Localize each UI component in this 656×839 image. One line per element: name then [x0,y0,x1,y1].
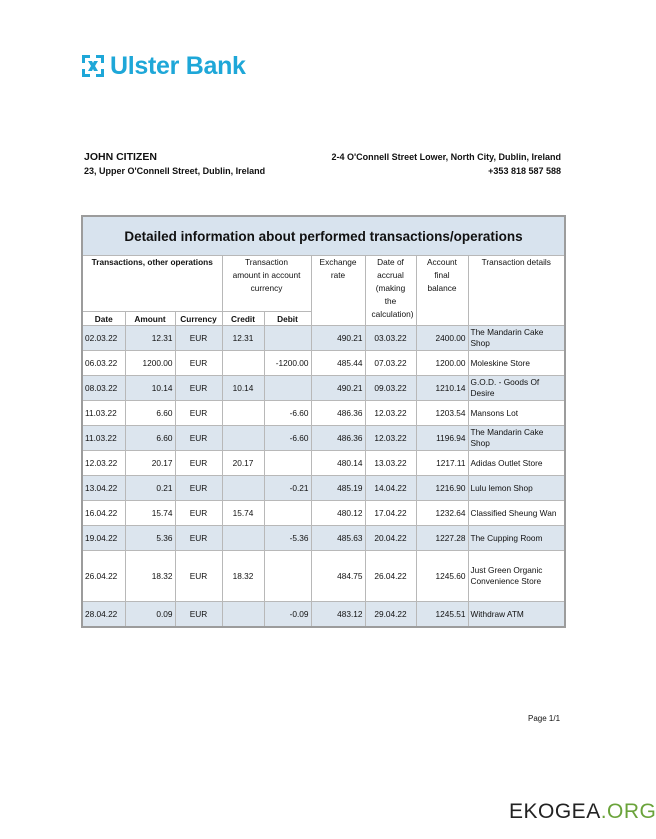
cell-amount: 18.32 [125,551,175,602]
table-row [82,401,565,426]
cell-exchange-rate: 486.36 [311,401,365,426]
cell-exchange-rate: 480.14 [311,451,365,476]
cell-amount: 6.60 [125,401,175,426]
bank-address: 2-4 O'Connell Street Lower, North City, Dublin, Ireland [331,152,561,162]
cell-date: 19.04.22 [82,526,125,551]
header-final-balance: Account final balance [416,256,468,326]
cell-currency: EUR [175,326,222,351]
subheader-currency: Currency [175,312,222,326]
cell-exchange-rate: 485.19 [311,476,365,501]
cell-date: 02.03.22 [82,326,125,351]
brand-name: Ulster Bank [110,52,246,80]
cell-credit [222,526,264,551]
cell-amount: 12.31 [125,326,175,351]
cell-credit [222,426,264,451]
cell-details: Adidas Outlet Store [468,451,565,476]
cell-currency: EUR [175,501,222,526]
cell-accrual-date: 09.03.22 [365,376,416,401]
cell-credit: 12.31 [222,326,264,351]
cell-amount: 15.74 [125,501,175,526]
bank-phone: +353 818 587 588 [488,166,561,176]
cell-balance: 1203.54 [416,401,468,426]
cell-accrual-date: 07.03.22 [365,351,416,376]
cell-details: Withdraw ATM [468,602,565,628]
cell-exchange-rate: 480.12 [311,501,365,526]
ulster-bank-logo [82,52,246,80]
header-transaction-details: Transaction details [468,256,565,326]
cell-debit: -0.21 [264,476,311,501]
cell-debit [264,501,311,526]
cell-accrual-date: 29.04.22 [365,602,416,628]
cell-credit [222,401,264,426]
table-row [82,376,565,401]
cell-currency: EUR [175,401,222,426]
cell-accrual-date: 13.03.22 [365,451,416,476]
cell-accrual-date: 17.04.22 [365,501,416,526]
cell-debit [264,551,311,602]
cell-credit [222,476,264,501]
cell-balance: 1245.60 [416,551,468,602]
cell-amount: 1200.00 [125,351,175,376]
cell-debit: -6.60 [264,401,311,426]
table-row [82,526,565,551]
cell-currency: EUR [175,602,222,628]
cell-amount: 0.21 [125,476,175,501]
cell-currency: EUR [175,476,222,501]
table-row [82,551,565,602]
cell-debit: -6.60 [264,426,311,451]
cell-balance: 1200.00 [416,351,468,376]
cell-credit: 20.17 [222,451,264,476]
cell-exchange-rate: 483.12 [311,602,365,628]
cell-amount: 5.36 [125,526,175,551]
cell-credit [222,351,264,376]
cell-accrual-date: 03.03.22 [365,326,416,351]
cell-accrual-date: 20.04.22 [365,526,416,551]
group-header: Transactions, other operations [82,256,222,312]
cell-details: G.O.D. - Goods Of Desire [468,376,565,401]
cell-details: Moleskine Store [468,351,565,376]
cell-accrual-date: 26.04.22 [365,551,416,602]
cell-details: Classified Sheung Wan [468,501,565,526]
cell-exchange-rate: 490.21 [311,326,365,351]
cell-accrual-date: 12.03.22 [365,401,416,426]
table-row [82,326,565,351]
cell-accrual-date: 12.03.22 [365,426,416,451]
cell-credit: 10.14 [222,376,264,401]
cell-amount: 20.17 [125,451,175,476]
cell-balance: 1196.94 [416,426,468,451]
cell-debit [264,376,311,401]
cell-date: 08.03.22 [82,376,125,401]
table-row [82,501,565,526]
cell-currency: EUR [175,376,222,401]
cell-details: The Mandarin Cake Shop [468,326,565,351]
watermark-main: EKOGEA [509,800,601,823]
transactions-table [81,215,566,628]
cell-details: Mansons Lot [468,401,565,426]
cell-details: The Mandarin Cake Shop [468,426,565,451]
cell-balance: 1245.51 [416,602,468,628]
table-row [82,351,565,376]
cell-balance: 1210.14 [416,376,468,401]
cell-balance: 1227.28 [416,526,468,551]
cell-date: 16.04.22 [82,501,125,526]
table-title: Detailed information about performed transactions/operations [82,216,565,256]
bank-address-block [332,150,562,178]
cell-date: 13.04.22 [82,476,125,501]
watermark [509,800,656,824]
cell-date: 12.03.22 [82,451,125,476]
table-row [82,476,565,501]
cell-exchange-rate: 485.63 [311,526,365,551]
cell-debit: -5.36 [264,526,311,551]
cell-balance: 2400.00 [416,326,468,351]
cell-balance: 1216.90 [416,476,468,501]
cell-credit: 18.32 [222,551,264,602]
cell-debit [264,326,311,351]
cell-accrual-date: 14.04.22 [365,476,416,501]
watermark-suffix: .ORG [600,800,656,823]
cell-exchange-rate: 485.44 [311,351,365,376]
cell-exchange-rate: 490.21 [311,376,365,401]
cell-debit [264,451,311,476]
cell-amount: 0.09 [125,602,175,628]
cell-exchange-rate: 484.75 [311,551,365,602]
cell-balance: 1232.64 [416,501,468,526]
cell-debit: -1200.00 [264,351,311,376]
cell-currency: EUR [175,551,222,602]
header-amount-in-currency: Transaction amount in account currency [222,256,311,312]
subheader-date: Date [82,312,125,326]
cell-currency: EUR [175,351,222,376]
cell-date: 26.04.22 [82,551,125,602]
cell-currency: EUR [175,526,222,551]
subheader-credit: Credit [222,312,264,326]
cell-details: Just Green Organic Convenience Store [468,551,565,602]
table-row [82,426,565,451]
customer-address: 23, Upper O'Connell Street, Dublin, Ireland [84,166,266,176]
header-accrual-date: Date of accrual (making the calculation) [365,256,416,326]
cell-currency: EUR [175,426,222,451]
table-row [82,602,565,628]
ulster-bank-symbol-icon [82,55,104,77]
cell-date: 11.03.22 [82,426,125,451]
cell-amount: 6.60 [125,426,175,451]
customer-block [84,150,265,178]
cell-details: Lulu lemon Shop [468,476,565,501]
cell-currency: EUR [175,451,222,476]
cell-date: 06.03.22 [82,351,125,376]
page-number: Page 1/1 [528,714,561,723]
table-row [82,451,565,476]
cell-date: 11.03.22 [82,401,125,426]
customer-name: JOHN CITIZEN [84,151,157,163]
cell-balance: 1217.11 [416,451,468,476]
cell-amount: 10.14 [125,376,175,401]
header-exchange-rate: Exchange rate [311,256,365,326]
cell-credit: 15.74 [222,501,264,526]
cell-date: 28.04.22 [82,602,125,628]
cell-debit: -0.09 [264,602,311,628]
cell-exchange-rate: 486.36 [311,426,365,451]
subheader-debit: Debit [264,312,311,326]
cell-credit [222,602,264,628]
cell-details: The Cupping Room [468,526,565,551]
subheader-amount: Amount [125,312,175,326]
